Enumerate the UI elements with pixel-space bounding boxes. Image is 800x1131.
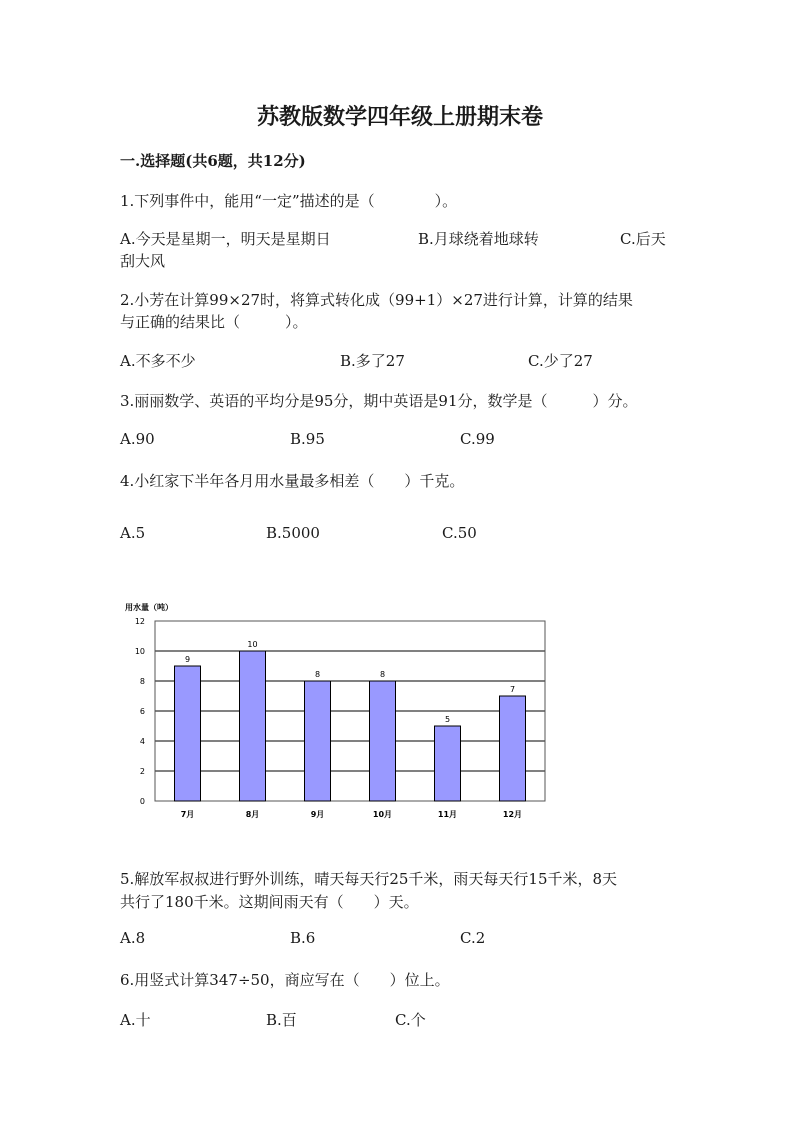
question-1-option-c: C.后天 (620, 230, 666, 248)
chart-bar (175, 666, 201, 801)
question-2-text-line-2: 与正确的结果比（ ）。 (120, 313, 308, 331)
water-usage-chart (120, 597, 550, 827)
question-6-option-b: B.百 (266, 1011, 297, 1029)
question-4-text: 4.小红家下半年各月用水量最多相差（ ）千克。 (120, 472, 465, 490)
chart-bar (240, 651, 266, 801)
question-5-text-line-2: 共行了180千米。这期间雨天有（ ）天。 (120, 893, 419, 911)
question-6-option-c: C.个 (395, 1011, 426, 1029)
question-6-option-a: A.十 (120, 1011, 151, 1029)
question-4-option-b: B.5000 (266, 524, 320, 542)
chart-y-tick-label: 4 (139, 737, 145, 746)
chart-value-label: 8 (379, 670, 386, 679)
question-1-option-a: A.今天是星期一，明天是星期日 (120, 230, 331, 248)
chart-y-tick-label: 8 (139, 677, 145, 686)
question-5-option-c: C.2 (460, 929, 486, 947)
section-heading: 一.选择题(共6题，共12分) (120, 152, 306, 170)
chart-value-label: 5 (444, 715, 451, 724)
question-1-option-c-wrap: 刮大风 (120, 252, 166, 270)
question-2-option-b: B.多了27 (340, 352, 405, 370)
question-4-option-a: A.5 (120, 524, 146, 542)
question-6-text: 6.用竖式计算347÷50，商应写在（ ）位上。 (120, 971, 450, 989)
water-usage-chart-svg (120, 597, 550, 827)
question-2-text-line-1: 2.小芳在计算99×27时，将算式转化成（99+1）×27进行计算，计算的结果 (120, 291, 633, 309)
chart-x-tick-label: 10月 (372, 810, 393, 819)
question-3-option-c: C.99 (460, 430, 495, 448)
question-5-option-a: A.8 (120, 929, 146, 947)
chart-y-tick-label: 12 (134, 617, 145, 626)
chart-y-tick-label: 6 (139, 707, 145, 716)
chart-x-tick-label: 8月 (245, 810, 260, 819)
question-2-option-a: A.不多不少 (120, 352, 196, 370)
chart-value-label: 10 (247, 640, 258, 649)
chart-bar (500, 696, 526, 801)
question-4-option-c: C.50 (442, 524, 477, 542)
page-title: 苏教版数学四年级上册期末卷 (256, 104, 543, 130)
chart-bar (435, 726, 461, 801)
question-3-option-a: A.90 (120, 430, 155, 448)
chart-x-tick-label: 9月 (310, 810, 325, 819)
chart-bar (370, 681, 396, 801)
question-1-text: 1.下列事件中，能用“一定”描述的是（ ）。 (120, 192, 458, 210)
question-2-option-c: C.少了27 (528, 352, 593, 370)
question-3-option-b: B.95 (290, 430, 325, 448)
chart-value-label: 7 (509, 685, 516, 694)
question-1-option-b: B.月球绕着地球转 (418, 230, 539, 248)
chart-x-tick-label: 12月 (502, 810, 523, 819)
chart-y-tick-label: 0 (139, 797, 145, 806)
question-3-text: 3.丽丽数学、英语的平均分是95分，期中英语是91分，数学是（ ）分。 (120, 392, 638, 410)
chart-y-tick-label: 2 (139, 767, 145, 776)
chart-x-tick-label: 7月 (180, 810, 195, 819)
chart-value-label: 9 (184, 655, 191, 664)
chart-x-tick-label: 11月 (437, 810, 458, 819)
chart-y-tick-label: 10 (134, 647, 145, 656)
chart-bar (305, 681, 331, 801)
question-5-option-b: B.6 (290, 929, 316, 947)
chart-value-label: 8 (314, 670, 321, 679)
question-5-text-line-1: 5.解放军叔叔进行野外训练，晴天每天行25千米，雨天每天行15千米，8天 (120, 870, 618, 888)
chart-y-axis-label: 用水量（吨） (125, 603, 173, 612)
